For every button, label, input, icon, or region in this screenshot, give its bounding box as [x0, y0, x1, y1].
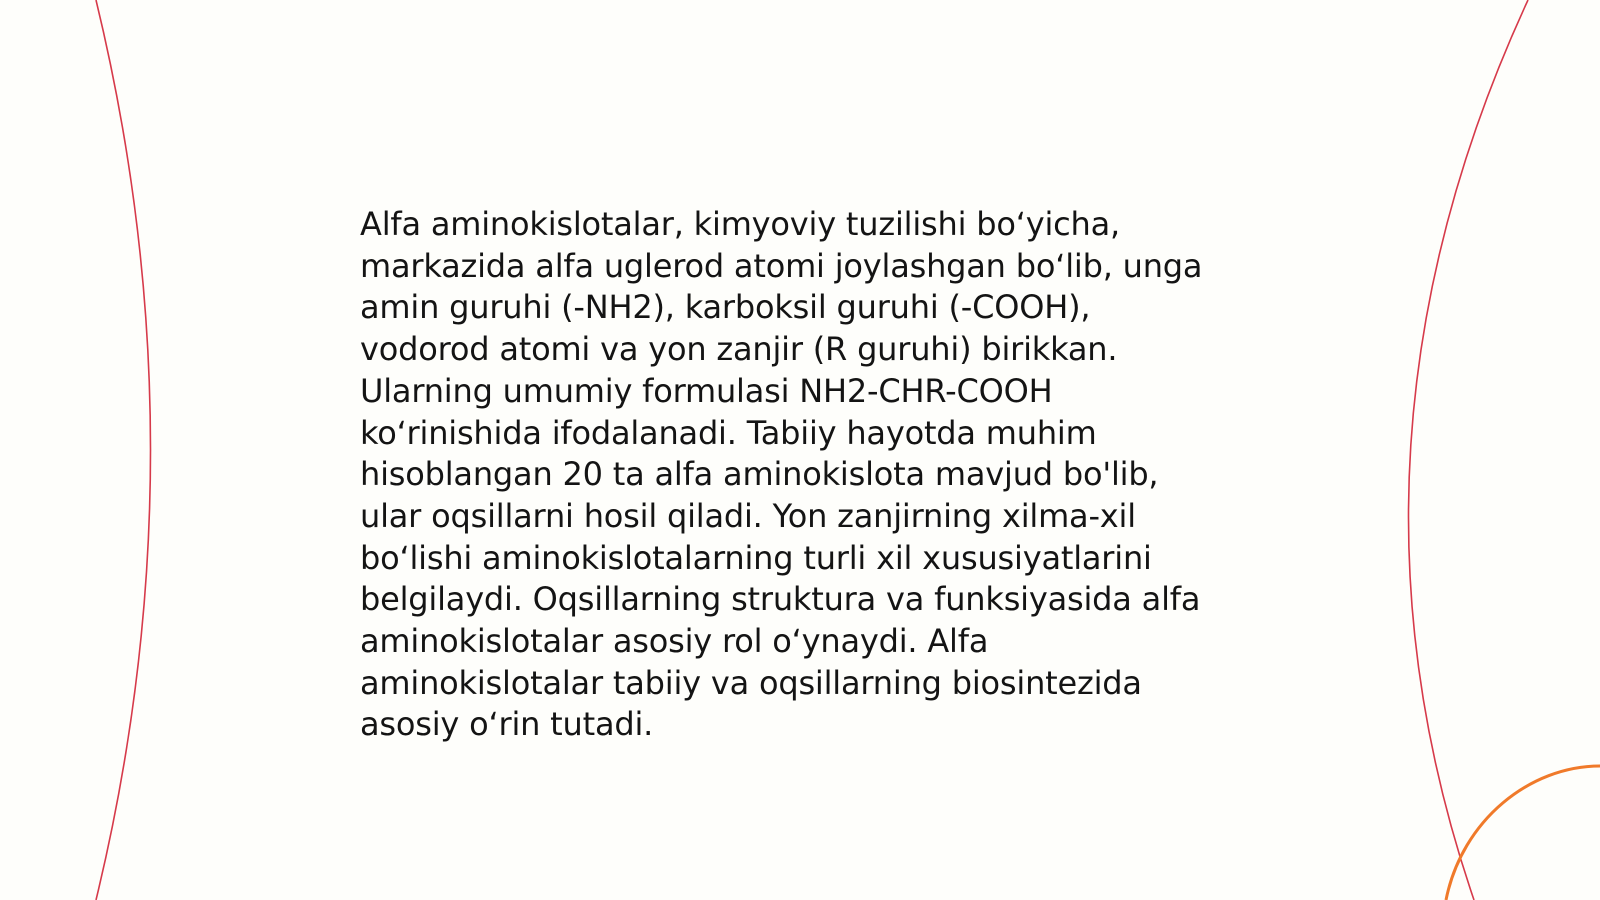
orange-arc	[1446, 766, 1600, 900]
body-paragraph: Alfa aminokislotalar, kimyoviy tuzilishi bo‘yicha, markazida alfa uglerod atomi joylashgan bo‘lib, unga amin guruhi (-NH2), karboksil guruhi (-COOH), vodorod atomi va yon zanjir (R guruhi) birikkan. Ularning umumiy formulasi NH2-CHR-COOH ko‘rinishida ifodalanadi. Tabiiy hayotda muhim hisoblangan 20 ta alfa aminokislota mavjud bo'lib, ular oqsillarni hosil qiladi. Yon zanjirning xilma-xil bo‘lishi aminokislotalarning turli xil xususiyatlarini belgilaydi. Oqsillarning struktura va funksiyasida alfa aminokislotalar asosiy rol o‘ynaydi. Alfa aminokislotalar tabiiy va oqsillarning biosintezida asosiy o‘rin tutadi.	[360, 205, 1203, 744]
left-curve	[96, 0, 151, 900]
right-curve	[1408, 0, 1528, 900]
